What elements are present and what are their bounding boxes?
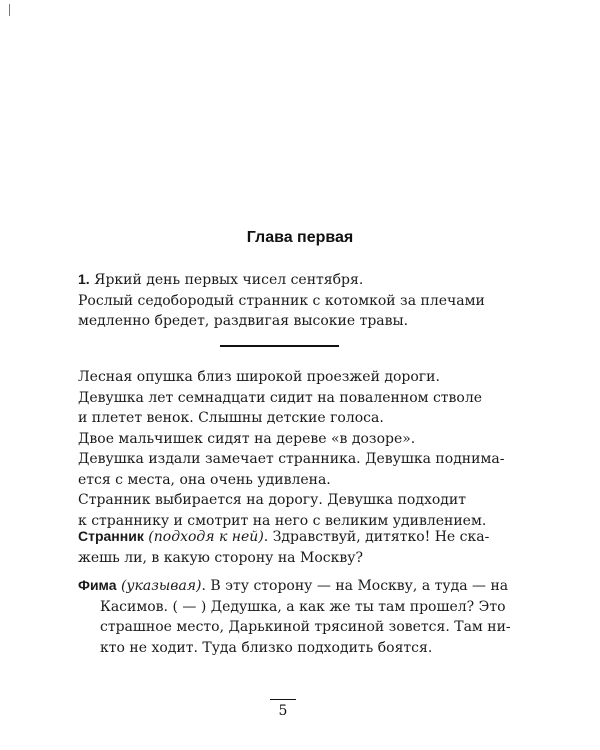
dialogue-text-line: Касимов. ( — ) Дедушка, а как же ты там прошел? Это <box>100 598 506 615</box>
stage-remark: (подходя к ней) <box>148 529 264 545</box>
scene-line: ется с места, она очень удивлена. <box>78 471 331 488</box>
dialogue-text: . В эту сторону — на Москву, а туда — на <box>201 578 509 594</box>
intro-line: Рослый седобородый странник с котомкой за плечами <box>78 292 485 309</box>
dialogue-line-stranger <box>78 526 538 568</box>
intro-line: медленно бредет, раздвигая высокие травы. <box>78 313 409 329</box>
dialogue-first-line <box>78 575 538 597</box>
dialogue-text-line: жешь ли, в какую сторону на Москву? <box>78 549 363 566</box>
stage-remark: (указывая) <box>120 578 202 594</box>
speaker-name: Фима <box>78 577 117 593</box>
scene-line: к страннику и смотрит на него с великим удивлением. <box>78 512 487 529</box>
scene-line: Девушка лет семнадцати сидит на поваленном стволе <box>78 389 483 406</box>
scene-line: и плетет венок. Слышны детские голоса. <box>78 410 384 426</box>
intro-line-text: Яркий день первых чисел сентября. <box>94 272 364 288</box>
dialogue-text-line: кто не ходит. Туда близко подходить боятся. <box>100 639 433 656</box>
intro-paragraph <box>78 269 538 332</box>
page-number: 5 <box>278 703 288 719</box>
scene-line: Лесная опушка близ широкой проезжей дороги. <box>78 369 440 385</box>
page-number-rule <box>270 699 296 700</box>
speaker-name: Странник <box>78 528 144 544</box>
dialogue-line-fima <box>78 575 538 658</box>
scene-line: Девушка издали замечает странника. Девушка поднима- <box>78 451 505 467</box>
intro-line <box>78 269 538 291</box>
dialogue-text: . Здравствуй, дитятко! Не ска- <box>263 529 490 545</box>
scene-line: Странник выбирается на дорогу. Девушка подходит <box>78 492 466 508</box>
chapter-title: Глава первая <box>246 229 354 246</box>
dialogue-first-line <box>78 526 538 548</box>
page-edge-mark <box>9 4 10 16</box>
scene-description <box>78 367 538 531</box>
section-separator <box>220 345 339 347</box>
scene-line: Двое мальчишек сидят на дереве «в дозоре». <box>78 430 416 447</box>
dialogue-text-line: страшное место, Дарькиной трясиной зовется. Там ни- <box>100 619 511 635</box>
scene-number: 1. <box>78 271 90 287</box>
